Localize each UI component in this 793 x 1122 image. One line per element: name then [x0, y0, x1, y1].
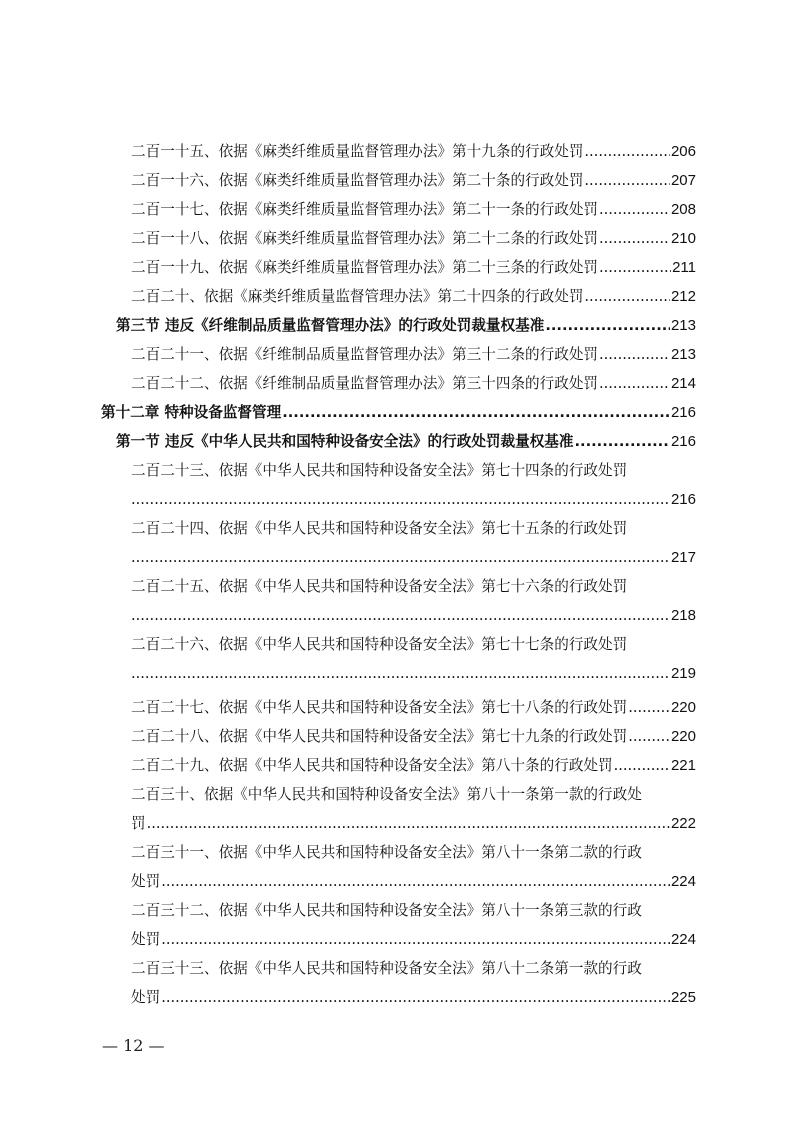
- toc-entry-page: 216: [670, 491, 696, 508]
- toc-entry-page: 218: [670, 607, 696, 624]
- toc-entry: [131, 664, 696, 684]
- toc-entry-title-cont: 处罚: [131, 989, 161, 1006]
- toc-entry: [131, 756, 696, 776]
- page-number-footer: — 12 —: [102, 1036, 165, 1055]
- dot-leader: [584, 142, 670, 162]
- toc-entry-page: 212: [670, 288, 696, 305]
- toc-section-title: 第三节 违反《纤维制品质量监督管理办法》的行政处罚裁量权基准: [116, 317, 545, 334]
- toc-entry-title: 二百一十六、依据《麻类纤维质量监督管理办法》第二十条的行政处罚: [131, 172, 584, 189]
- dot-leader: [131, 490, 670, 510]
- toc-entry: [131, 606, 696, 626]
- toc-entry: [131, 548, 696, 568]
- toc-section: [116, 316, 696, 336]
- toc-entry-page: 222: [670, 815, 696, 832]
- toc-entry-page: 206: [670, 143, 696, 160]
- dot-leader: [614, 756, 670, 776]
- toc-entry-title: 二百一十五、依据《麻类纤维质量监督管理办法》第十九条的行政处罚: [131, 143, 584, 160]
- toc-entry-title: 二百一十七、依据《麻类纤维质量监督管理办法》第二十一条的行政处罚: [131, 201, 599, 218]
- dot-leader: [161, 988, 670, 1008]
- toc-entry-title: 二百三十二、依据《中华人民共和国特种设备安全法》第八十一条第三款的行政: [131, 902, 642, 919]
- toc-entry: [131, 490, 696, 510]
- toc-entry-page: 225: [670, 989, 696, 1006]
- toc-entry: [131, 374, 696, 394]
- toc-entry: [131, 930, 696, 950]
- toc-entry-page: 210: [670, 230, 696, 247]
- toc-entry-title: 二百二十五、依据《中华人民共和国特种设备安全法》第七十六条的行政处罚: [131, 578, 628, 595]
- toc-entry-title: 二百二十一、依据《纤维制品质量监督管理办法》第三十二条的行政处罚: [131, 346, 599, 363]
- toc-section-title: 第一节 违反《中华人民共和国特种设备安全法》的行政处罚裁量权基准: [116, 433, 574, 450]
- dot-leader: [282, 403, 670, 423]
- toc-entry: [131, 229, 696, 249]
- toc-entry-page: 219: [670, 665, 696, 682]
- dot-leader: [131, 606, 670, 626]
- dot-leader: [161, 930, 670, 950]
- toc-entry: [131, 727, 696, 747]
- toc-entry: [131, 200, 696, 220]
- dot-leader: [628, 727, 670, 747]
- toc-entry-title-cont: 处罚: [131, 873, 161, 890]
- toc-entry-title: 二百二十六、依据《中华人民共和国特种设备安全法》第七十七条的行政处罚: [131, 636, 628, 653]
- toc-entry: [131, 258, 696, 278]
- toc-entry-title: 二百二十七、依据《中华人民共和国特种设备安全法》第七十八条的行政处罚: [131, 699, 628, 716]
- toc-entry-page: 208: [670, 201, 696, 218]
- toc-entry-title: 二百三十一、依据《中华人民共和国特种设备安全法》第八十一条第二款的行政: [131, 844, 642, 861]
- dot-leader: [628, 698, 670, 718]
- toc-entry-title: 二百一十八、依据《麻类纤维质量监督管理办法》第二十二条的行政处罚: [131, 230, 599, 247]
- dot-leader: [131, 664, 670, 684]
- toc-entry-page: 221: [670, 757, 696, 774]
- toc-section-page: 216: [670, 433, 696, 450]
- toc-entry-title: 二百三十、依据《中华人民共和国特种设备安全法》第八十一条第一款的行政处: [131, 786, 642, 803]
- toc-entry-title-cont: 罚: [131, 815, 146, 832]
- toc-entry-page: 211: [672, 259, 696, 276]
- toc-entry: [131, 142, 696, 162]
- toc-section-page: 213: [670, 317, 696, 334]
- toc-entry-title-cont: 处罚: [131, 931, 161, 948]
- toc-chapter-page: 216: [670, 404, 696, 421]
- dot-leader: [599, 258, 671, 278]
- toc-entry-page: 217: [670, 549, 696, 566]
- toc-entry-title: 二百二十、依据《麻类纤维质量监督管理办法》第二十四条的行政处罚: [131, 288, 584, 305]
- dot-leader: [131, 548, 670, 568]
- toc-entry-title: 二百二十九、依据《中华人民共和国特种设备安全法》第八十条的行政处罚: [131, 757, 613, 774]
- toc-entry-page: 214: [670, 375, 696, 392]
- toc-entry: [131, 287, 696, 307]
- toc-entry: [131, 698, 696, 718]
- toc-entry-title: 二百二十三、依据《中华人民共和国特种设备安全法》第七十四条的行政处罚: [131, 462, 628, 479]
- toc-entry-page: 207: [670, 172, 696, 189]
- dot-leader: [599, 345, 670, 365]
- dot-leader: [147, 814, 670, 834]
- toc-chapter-title: 第十二章 特种设备监督管理: [101, 404, 282, 421]
- toc-entry-page: 224: [670, 873, 696, 890]
- dot-leader: [599, 200, 670, 220]
- toc-entry-page: 220: [670, 728, 696, 745]
- toc-entry-page: 213: [670, 346, 696, 363]
- dot-leader: [161, 872, 670, 892]
- toc-entry-title: 二百二十四、依据《中华人民共和国特种设备安全法》第七十五条的行政处罚: [131, 520, 628, 537]
- dot-leader: [584, 287, 670, 307]
- toc-entry-title: 二百二十八、依据《中华人民共和国特种设备安全法》第七十九条的行政处罚: [131, 728, 628, 745]
- toc-entry-page: 224: [670, 931, 696, 948]
- dot-leader: [575, 432, 670, 452]
- dot-leader: [599, 374, 670, 394]
- toc-entry: [131, 872, 696, 892]
- toc-entry-title: 二百一十九、依据《麻类纤维质量监督管理办法》第二十三条的行政处罚: [131, 259, 599, 276]
- toc-section: [116, 432, 696, 452]
- toc-entry: [131, 171, 696, 191]
- toc-entry: [131, 988, 696, 1008]
- toc-entry: [131, 345, 696, 365]
- toc-entry-page: 220: [670, 699, 696, 716]
- dot-leader: [584, 171, 670, 191]
- toc-entry-title: 二百三十三、依据《中华人民共和国特种设备安全法》第八十二条第一款的行政: [131, 960, 642, 977]
- dot-leader: [599, 229, 670, 249]
- toc-entry-title: 二百二十二、依据《纤维制品质量监督管理办法》第三十四条的行政处罚: [131, 375, 599, 392]
- toc-entry: [131, 814, 696, 834]
- toc-chapter: [101, 403, 696, 423]
- dot-leader: [545, 316, 670, 336]
